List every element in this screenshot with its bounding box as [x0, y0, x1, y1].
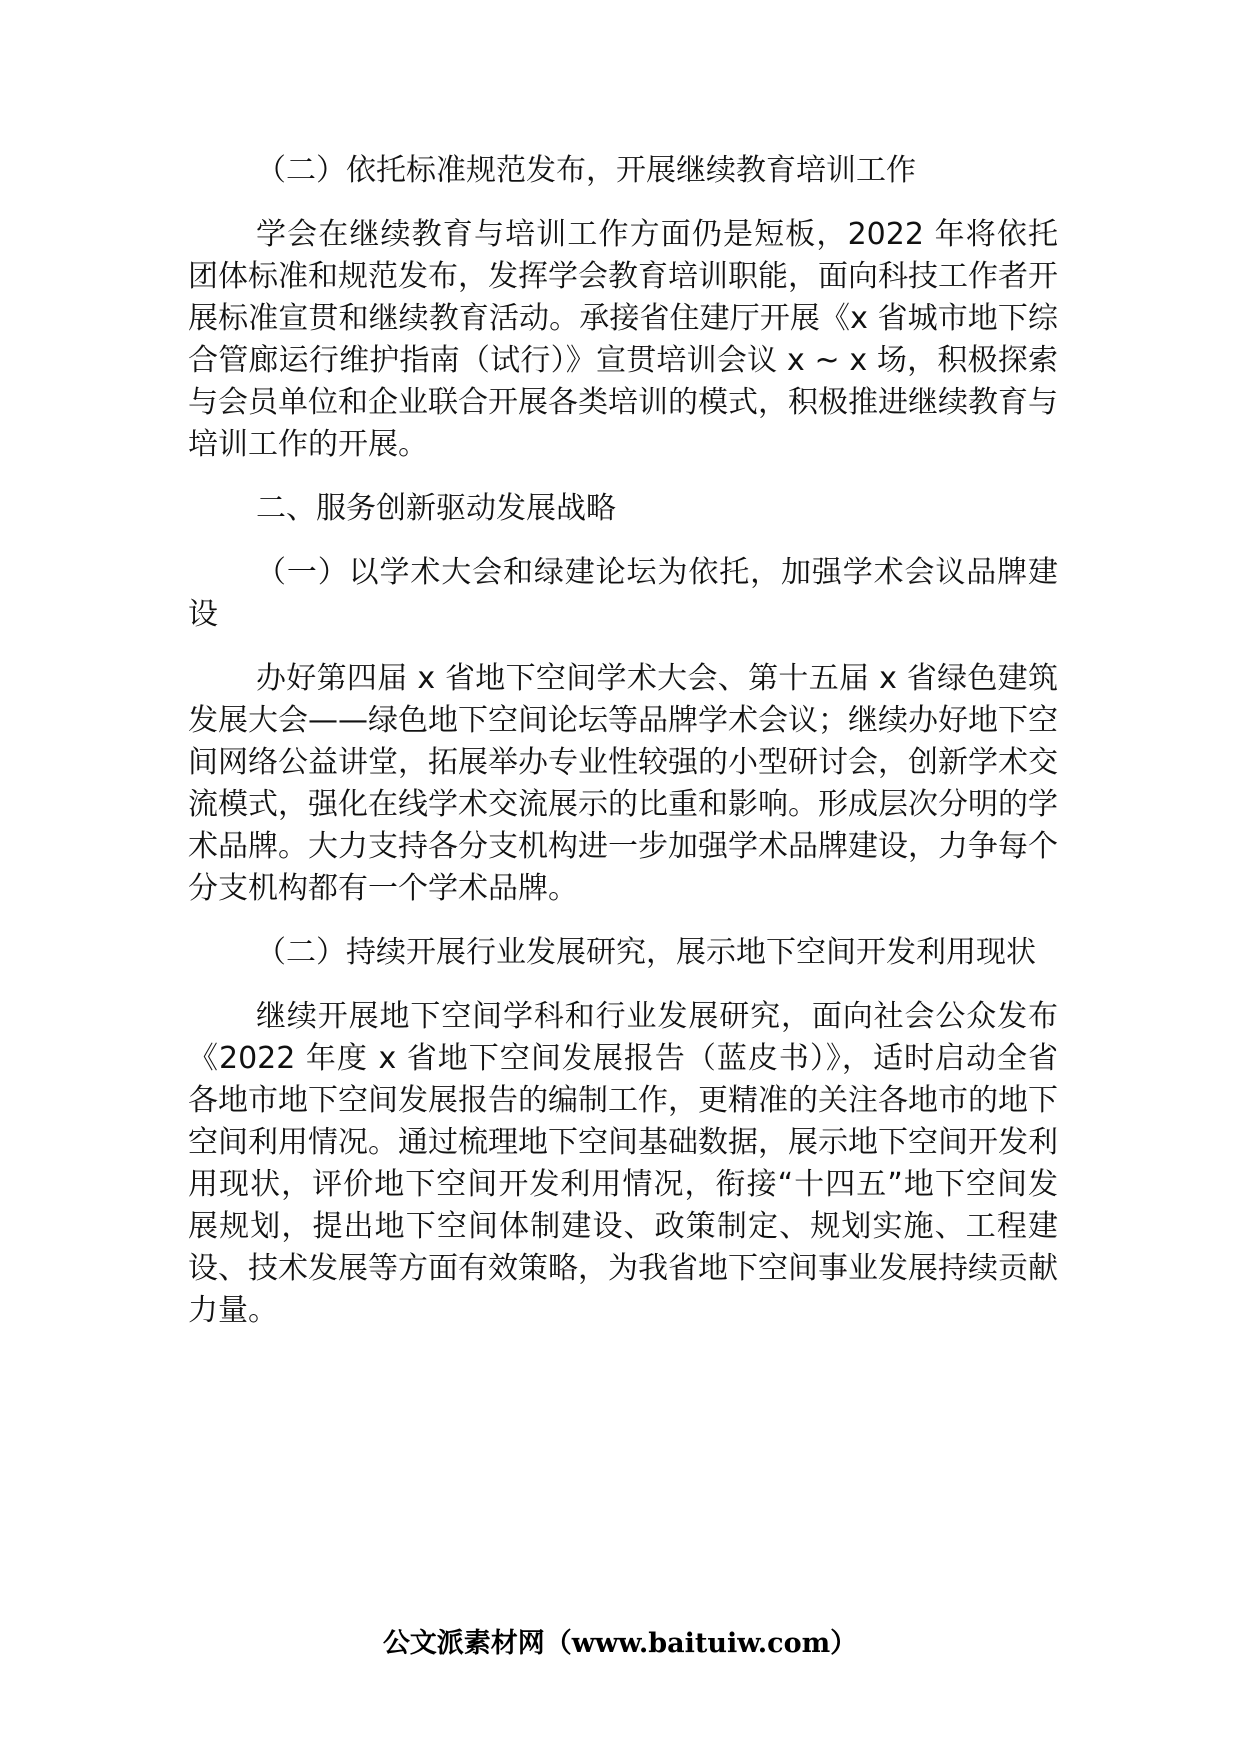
body-paragraph: 继续开展地下空间学科和行业发展研究，面向社会公众发布《2022 年度 x 省地下空间发展报告（蓝皮书）》，适时启动全省各地市地下空间发展报告的编制工作，更精准的关注各地市的地下空间利用情况。通过梳理地下空间基础数据，展示地下空间开发利用现状，评价地下空间开发利用情况，衔接“十四五”地下空间发展规划，提出地下空间体制建设、政策制定、规划实施、工程建设、技术发展等方面有效策略，为我省地下空间事业发展持续贡献力量。 — [188, 999, 1058, 1328]
chapter-heading: 二、服务创新驱动发展战略 — [256, 491, 616, 526]
section-heading-2: （二）持续开展行业发展研究，展示地下空间开发利用现状 — [256, 935, 1036, 970]
document-body — [188, 150, 1058, 1354]
footer-watermark: 公文派素材网（www.baituiw.com） — [382, 1628, 858, 1659]
section-heading-1: （一）以学术大会和绿建论坛为依托，加强学术会议品牌建设 — [188, 555, 1058, 632]
body-paragraph: 学会在继续教育与培训工作方面仍是短板，2022 年将依托团体标准和规范发布，发挥学会教育培训职能，面向科技工作者开展标准宣贯和继续教育活动。承接省住建厅开展《x 省城市地下综合管廊运行维护指南（试行）》宣贯培训会议 x ~ x 场，积极探索与会员单位和企业联合开展各类培训的模式，积极推进继续教育与培训工作的开展。 — [188, 217, 1058, 462]
body-paragraph: 办好第四届 x 省地下空间学术大会、第十五届 x 省绿色建筑发展大会——绿色地下空间论坛等品牌学术会议；继续办好地下空间网络公益讲堂，拓展举办专业性较强的小型研讨会，创新学术交流模式，强化在线学术交流展示的比重和影响。形成层次分明的学术品牌。大力支持各分支机构进一步加强学术品牌建设，力争每个分支机构都有一个学术品牌。 — [188, 661, 1058, 906]
section-heading-2: （二）依托标准规范发布，开展继续教育培训工作 — [256, 153, 916, 188]
